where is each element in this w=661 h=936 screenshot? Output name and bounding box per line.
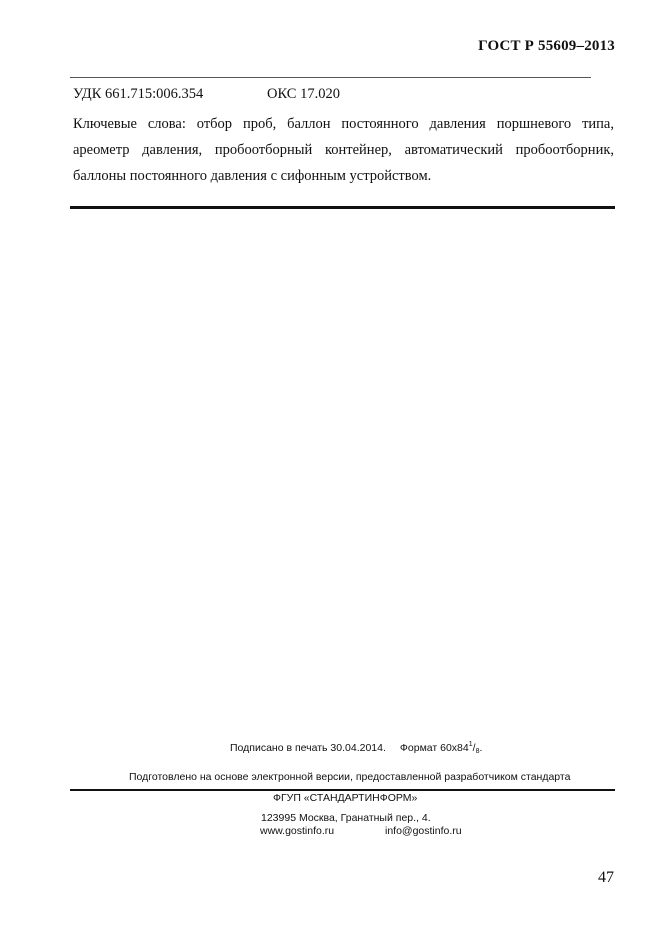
header-divider (70, 77, 591, 78)
format-numerator: 1 (468, 741, 473, 748)
keywords-line: баллоны постоянного давления с сифонным устройством. (73, 168, 432, 184)
signed-date-text: Подписано в печать 30.04.2014. (230, 742, 386, 754)
publisher-address: 123995 Москва, Гранатный пер., 4. (261, 812, 431, 824)
format-suffix: . (479, 742, 483, 754)
keywords-line: ареометр давления, пробоотборный контейнер, автоматический пробоотборник, (73, 142, 614, 158)
keywords-paragraph (73, 111, 614, 189)
oks-code: ОКС 17.020 (267, 86, 340, 102)
website-link[interactable]: www.gostinfo.ru (260, 825, 335, 837)
format-separator: / (472, 742, 476, 754)
publisher-name: ФГУП «СТАНДАРТИНФОРМ» (273, 792, 418, 804)
imprint-divider (70, 789, 615, 791)
format-prefix: Формат 60x84 (399, 742, 469, 754)
signed-for-print (230, 741, 482, 755)
email-link[interactable]: info@gostinfo.ru (385, 825, 462, 837)
format-denominator: 8 (475, 748, 480, 755)
section-divider (70, 206, 615, 209)
prepared-note: Подготовлено на основе электронной версии, предоставленной разработчиком стандарта (129, 771, 571, 783)
standard-code: ГОСТ Р 55609–2013 (478, 38, 615, 54)
page-number: 47 (598, 869, 614, 886)
udk-code: УДК 661.715:006.354 (73, 86, 204, 102)
classification-line (73, 86, 340, 103)
keywords-line: Ключевые слова: отбор проб, баллон постоянного давления поршневого типа, (73, 116, 614, 132)
paper-format (400, 742, 482, 754)
